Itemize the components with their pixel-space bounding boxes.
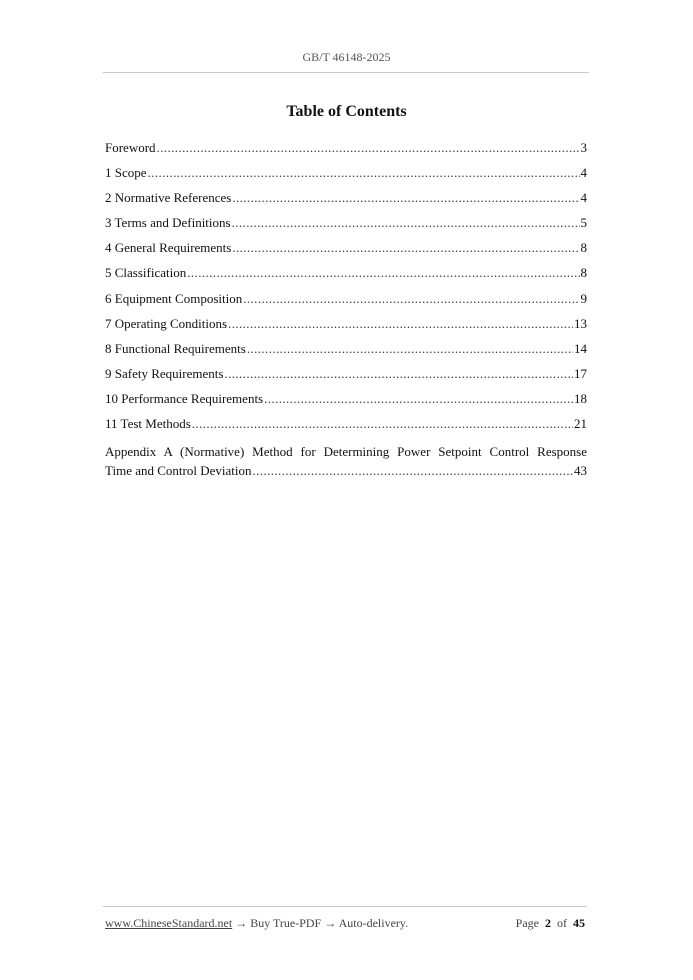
dot-leader bbox=[157, 138, 580, 157]
toc-entry-functional-requirements[interactable] bbox=[105, 339, 587, 364]
buy-text: Buy True-PDF bbox=[250, 916, 322, 930]
toc-entry-equipment-composition[interactable] bbox=[105, 289, 587, 314]
header-divider bbox=[103, 72, 589, 73]
page-label: Page bbox=[515, 916, 539, 930]
toc-entry-page: 4 bbox=[580, 165, 587, 181]
toc-entry-page: 43 bbox=[574, 463, 587, 479]
toc-entry-page: 9 bbox=[580, 290, 587, 306]
of-label: of bbox=[557, 916, 567, 930]
toc-entry-label: 8 Functional Requirements bbox=[105, 340, 246, 356]
dot-leader bbox=[148, 163, 580, 182]
toc-entry-page: 4 bbox=[580, 190, 587, 206]
dot-leader bbox=[247, 339, 573, 358]
toc-entry-label: 1 Scope bbox=[105, 165, 147, 181]
toc-entry-appendix-a[interactable] bbox=[105, 442, 587, 480]
toc-entry-label-line2: Time and Control Deviation bbox=[105, 463, 252, 479]
dot-leader bbox=[192, 414, 573, 433]
page-current: 2 bbox=[545, 916, 551, 930]
dot-leader bbox=[243, 289, 579, 308]
dot-leader bbox=[187, 263, 579, 282]
page-indicator bbox=[516, 916, 585, 931]
toc-entry-page: 13 bbox=[574, 315, 587, 331]
arrow-icon: → bbox=[324, 916, 337, 930]
toc-entry-page: 14 bbox=[574, 340, 587, 356]
toc-entry-safety-requirements[interactable] bbox=[105, 364, 587, 389]
footer-divider bbox=[103, 906, 587, 907]
toc-entry-normative-references[interactable] bbox=[105, 188, 587, 213]
toc-entry-foreword[interactable] bbox=[105, 138, 587, 163]
toc-entry-label: Foreword bbox=[105, 140, 156, 155]
dot-leader bbox=[224, 364, 573, 383]
table-of-contents bbox=[105, 138, 587, 480]
toc-entry-appendix-a-line2 bbox=[105, 461, 587, 480]
toc-entry-label: 6 Equipment Composition bbox=[105, 290, 243, 306]
toc-entry-label: 7 Operating Conditions bbox=[105, 315, 228, 331]
toc-entry-performance-requirements[interactable] bbox=[105, 389, 587, 414]
toc-entry-label: 11 Test Methods bbox=[105, 416, 191, 432]
arrow-icon: → bbox=[235, 916, 248, 930]
page-footer bbox=[105, 916, 585, 931]
toc-entry-page: 21 bbox=[574, 416, 587, 432]
delivery-text: Auto-delivery. bbox=[338, 916, 409, 930]
dot-leader bbox=[264, 389, 573, 408]
site-link[interactable]: www.ChineseStandard.net bbox=[105, 916, 233, 930]
toc-entry-label: 3 Terms and Definitions bbox=[105, 215, 231, 231]
toc-entry-page: 18 bbox=[574, 390, 587, 406]
dot-leader bbox=[253, 461, 574, 480]
toc-entry-label: 9 Safety Requirements bbox=[105, 365, 224, 381]
page-title: Table of Contents bbox=[286, 103, 407, 120]
footer-promo bbox=[105, 916, 408, 931]
toc-entry-label: 10 Performance Requirements bbox=[105, 390, 264, 406]
toc-entry-classification[interactable] bbox=[105, 263, 587, 288]
toc-entry-page: 5 bbox=[580, 215, 587, 231]
toc-entry-terms-and-definitions[interactable] bbox=[105, 213, 587, 238]
toc-entry-label: 4 General Requirements bbox=[105, 240, 232, 256]
running-header: GB/T 46148-2025 bbox=[302, 50, 391, 64]
dot-leader bbox=[232, 238, 579, 257]
toc-entry-label: 2 Normative References bbox=[105, 190, 232, 206]
toc-entry-scope[interactable] bbox=[105, 163, 587, 188]
page-total: 45 bbox=[573, 916, 585, 930]
toc-entry-page: 3 bbox=[580, 140, 587, 155]
dot-leader bbox=[228, 314, 573, 333]
toc-entry-general-requirements[interactable] bbox=[105, 238, 587, 263]
dot-leader bbox=[232, 188, 579, 207]
toc-entry-label: 5 Classification bbox=[105, 265, 187, 281]
toc-entry-label-line1: Appendix A (Normative) Method for Determining Power Setpoint Control Response bbox=[105, 444, 587, 460]
dot-leader bbox=[232, 213, 580, 232]
toc-entry-operating-conditions[interactable] bbox=[105, 314, 587, 339]
toc-entry-page: 8 bbox=[580, 240, 587, 256]
toc-entry-page: 17 bbox=[574, 365, 587, 381]
toc-entry-page: 8 bbox=[580, 265, 587, 281]
toc-entry-test-methods[interactable] bbox=[105, 414, 587, 439]
